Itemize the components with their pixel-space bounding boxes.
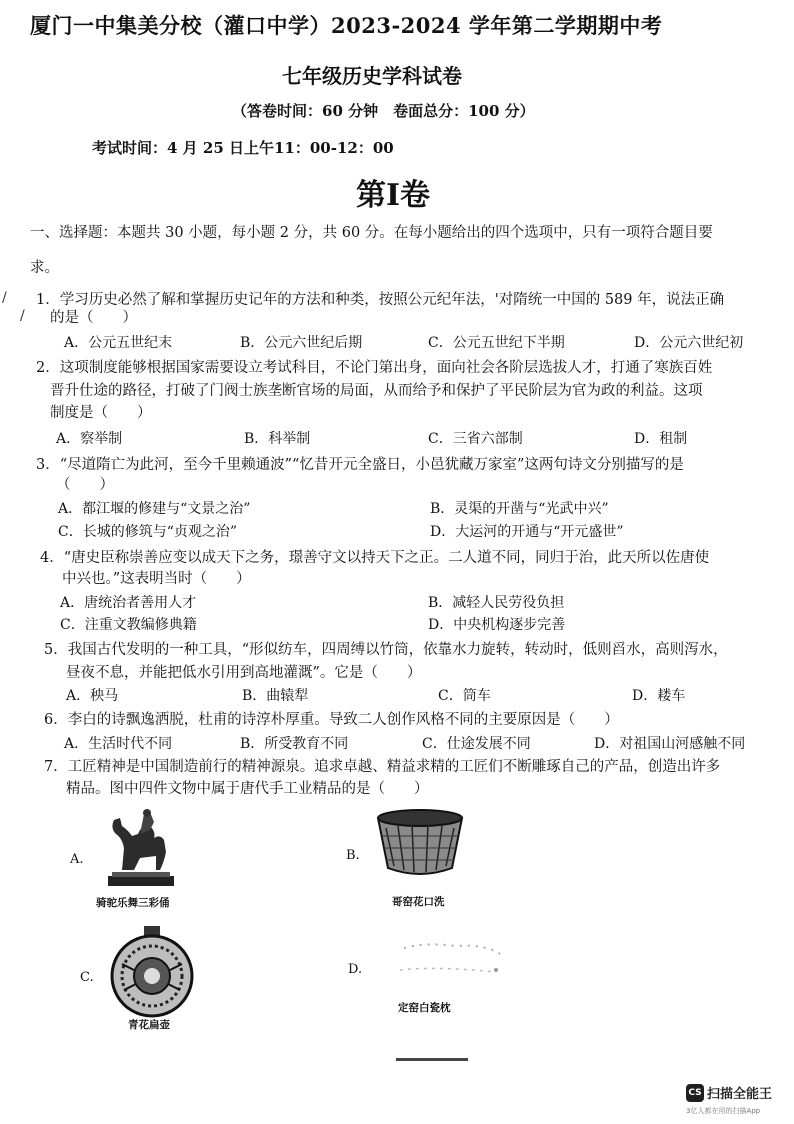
question-2-line: 制度是（ ）	[50, 405, 152, 421]
image-option-a-letter: A.	[70, 852, 84, 867]
porcelain-basin-image	[372, 806, 468, 886]
question-6-line: 6．李白的诗飘逸洒脱，杜甫的诗淳朴厚重。导致二人创作风格不同的主要原因是（ ）	[44, 712, 619, 728]
question-6-option-a: A．生活时代不同	[64, 736, 173, 752]
question-4-option-b: B．减轻人民劳役负担	[428, 595, 565, 611]
question-6-option-c: C．仕途发展不同	[422, 736, 531, 752]
question-1-line: 1．学习历史必然了解和掌握历史记年的方法和种类，按照公元纪年法，'对隋统一中国的 589 年，说法正确	[36, 292, 725, 308]
question-5-option-b: B．曲辕犁	[242, 688, 309, 704]
question-5-line: 昼夜不息，并能把低水引用到高地灌溉”。它是（ ）	[66, 665, 422, 681]
question-1-option-c: C．公元五世纪下半期	[428, 335, 565, 351]
question-7-line: 7．工匠精神是中国制造前行的精神源泉。追求卓越、精益求精的工匠们不断雕琢自己的产品，创造出许多	[44, 759, 721, 775]
faded-artifact-image	[396, 940, 506, 1000]
camel-figurine-image	[100, 808, 182, 890]
question-5-option-c: C．筒车	[438, 688, 491, 704]
question-5-line: 5．我国古代发明的一种工具，“形似纺车，四周缚以竹筒，依靠水力旋转，转动时，低则舀水，高则泻水，	[44, 642, 728, 658]
edge-mark: /	[2, 290, 7, 306]
question-1-line: 的是（ ）	[50, 310, 137, 326]
question-4-line: 4．“唐史臣称崇善应变以成天下之务，璟善守文以持天下之正。二人道不同，同归于治，此天所以佐唐使	[40, 550, 710, 566]
image-option-a-caption: 骑驼乐舞三彩俑	[96, 897, 170, 909]
section-instruction: 一、选择题：本题共 30 小题，每小题 2 分，共 60 分。在每小题给出的四个选项中，只有一项符合题目要	[30, 225, 713, 241]
question-4-option-c: C．注重文教编修典籍	[60, 617, 197, 633]
exam-duration: （答卷时间：60 分钟 卷面总分：100 分）	[232, 102, 535, 120]
question-4-option-d: D．中央机构逐步完善	[428, 617, 566, 633]
scanner-logo-icon: CS	[686, 1084, 704, 1102]
question-3-option-d: D．大运河的开通与“开元盛世”	[430, 524, 624, 540]
exam-title: 厦门一中集美分校（灌口中学）2023-2024 学年第二学期期中考	[30, 13, 663, 38]
question-3-line: 3．“尽道隋亡为此河，至今千里赖通波”“忆昔开元全盛日，小邑犹藏万家室”这两句诗文分别描写的是	[36, 457, 684, 473]
flat-flask-image	[104, 924, 200, 1020]
scanner-watermark	[686, 1082, 772, 1102]
question-4-line: 中兴也。”这表明当时（ ）	[62, 571, 251, 587]
image-option-b-letter: B.	[346, 848, 360, 863]
question-1-option-b: B．公元六世纪后期	[240, 335, 363, 351]
question-2-option-c: C．三省六部制	[428, 431, 523, 447]
question-1-option-a: A．公元五世纪末	[64, 335, 173, 351]
exam-subtitle: 七年级历史学科试卷	[282, 64, 462, 88]
question-2-line: 晋升仕途的路径，打破了门阀士族垄断官场的局面，从而给予和保护了平民阶层为官为政的利益。这项	[50, 383, 703, 399]
image-option-c-caption: 青花扁壶	[128, 1019, 170, 1031]
volume-heading: 第I卷	[356, 178, 431, 213]
question-3-line: （ ）	[56, 477, 114, 493]
question-2-option-d: D．租制	[634, 431, 688, 447]
bottom-divider	[396, 1058, 468, 1061]
scanner-tagline: 3亿人都在用的扫描App	[686, 1107, 761, 1115]
image-option-c-letter: C.	[80, 970, 94, 985]
question-6-option-b: B．所受教育不同	[240, 736, 349, 752]
question-6-option-d: D．对祖国山河感触不同	[594, 736, 746, 752]
question-2-line: 2．这项制度能够根据国家需要设立考试科目，不论门第出身，面向社会各阶层选拔人才，打通了寒族百姓	[36, 360, 713, 376]
section-instruction-cont: 求。	[30, 260, 59, 276]
question-3-option-b: B．灵渠的开凿与“光武中兴”	[430, 501, 609, 517]
question-5-option-d: D．耧车	[632, 688, 686, 704]
question-1-option-d: D．公元六世纪初	[634, 335, 744, 351]
question-5-option-a: A．秧马	[66, 688, 119, 704]
question-3-option-a: A．都江堰的修建与“文景之治”	[58, 501, 251, 517]
scanner-app-name: 扫描全能王	[707, 1087, 773, 1102]
image-option-d-letter: D.	[348, 962, 363, 977]
question-4-option-a: A．唐统治者善用人才	[60, 595, 197, 611]
image-option-b-caption: 哥窑花口洗	[392, 896, 445, 908]
question-2-option-a: A．察举制	[56, 431, 123, 447]
question-3-option-c: C．长城的修筑与“贞观之治”	[58, 524, 238, 540]
exam-time: 考试时间：4 月 25 日上午11：00-12：00	[92, 139, 394, 157]
question-7-line: 精品。图中四件文物中属于唐代手工业精品的是（ ）	[66, 781, 429, 797]
edge-mark: /	[20, 308, 25, 324]
question-2-option-b: B．科举制	[244, 431, 311, 447]
image-option-d-caption: 定窑白瓷枕	[398, 1002, 451, 1014]
